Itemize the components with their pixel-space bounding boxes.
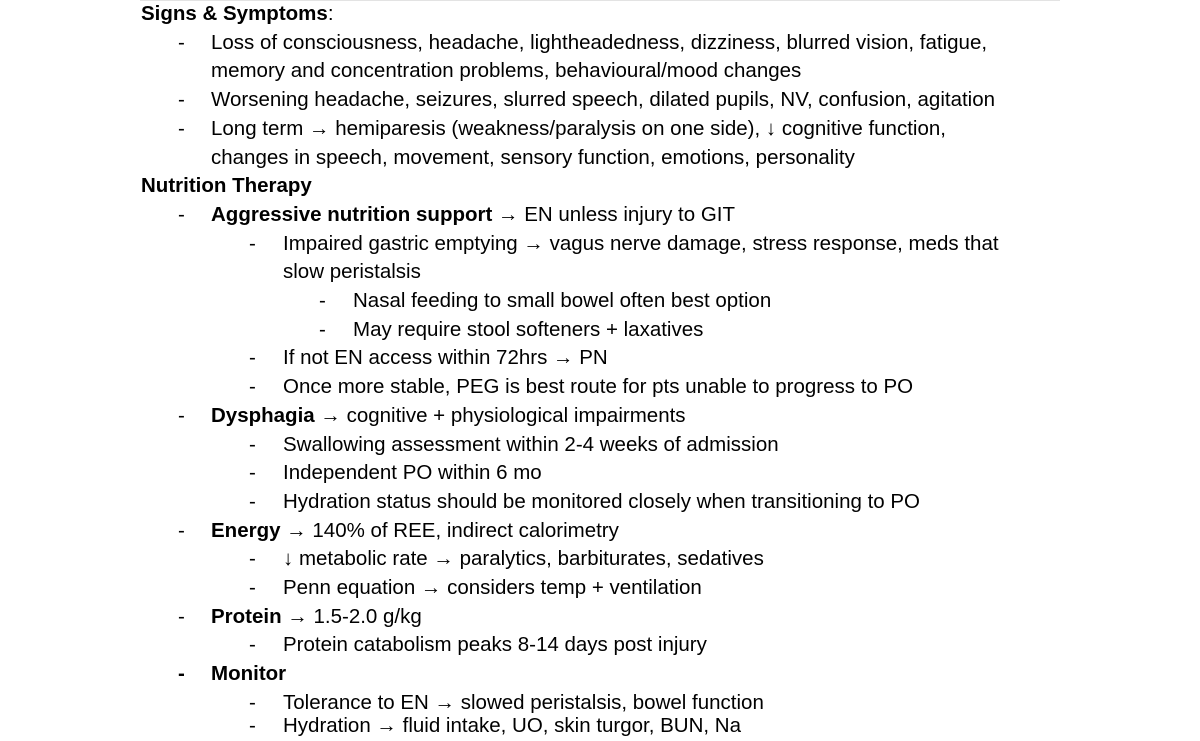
energy-label: Energy [211,518,281,542]
list-item-text: Tolerance to EN → slowed peristalsis, bowel function [283,690,764,714]
bullet-dash: - [249,489,256,513]
bullet-dash: - [178,662,185,686]
signs-symptoms-heading [141,0,334,29]
list-item-text: Impaired gastric emptying → vagus nerve damage, stress response, meds that [283,231,999,255]
bullet-dash: - [178,604,185,628]
list-item-text: Penn equation → considers temp + ventilation [283,576,702,599]
bullet-dash: - [178,30,185,54]
nutrition-therapy-heading: Nutrition Therapy [141,174,312,198]
list-item-text: Protein catabolism peaks 8-14 days post injury [283,633,707,657]
list-item-text: Hydration status should be monitored closely when transitioning to PO [283,489,920,513]
list-item-text: Swallowing assessment within 2-4 weeks of admission [283,432,779,456]
list-item-text: Worsening headache, seizures, slurred speech, dilated pupils, NV, confusion, agitation [211,88,996,112]
bullet-dash: - [178,116,185,140]
bullet-dash: - [249,690,256,714]
bullet-dash: - [249,576,256,599]
list-item-text [211,660,286,689]
bullet-dash: - [249,375,256,399]
list-item-text: May require stool softeners + laxatives [353,317,704,341]
bullet-dash: - [249,346,256,370]
protein-label: Protein [211,604,282,628]
list-item-text: memory and concentration problems, behavioural/mood changes [211,59,802,83]
list-item-text: Nasal feeding to small bowel often best option [353,289,772,312]
bullet-dash: - [249,432,256,456]
bullet-dash: - [319,317,326,341]
bullet-dash: - [249,461,256,485]
bullet-dash: - [249,714,256,737]
list-item-text [211,201,735,230]
aggressive-rest: → EN unless injury to GIT [492,202,735,226]
list-item-text: Once more stable, PEG is best route for pts unable to progress to PO [283,375,914,399]
bullet-dash: - [178,88,185,112]
bullet-dash: - [178,202,185,226]
list-item-text: ↓ metabolic rate → paralytics, barbiturates, sedatives [283,547,764,571]
monitor-label: Monitor [211,662,287,686]
list-item-text: Independent PO within 6 mo [283,461,542,485]
bullet-dash: - [249,547,256,571]
bullet-dash: - [249,633,256,657]
list-item-text: changes in speech, movement, sensory function, emotions, personality [211,145,855,169]
protein-rest: → 1.5-2.0 g/kg [281,604,422,628]
list-item-text: Loss of consciousness, headache, lightheadedness, dizziness, blurred vision, fatigue, [211,30,988,54]
list-item-text [211,402,686,431]
signs-heading-text: Signs & Symptoms [141,2,328,25]
aggressive-label: Aggressive nutrition support [211,202,493,226]
list-item-text: If not EN access within 72hrs → PN [283,346,608,370]
list-item-text: Long term → hemiparesis (weakness/paralysis on one side), ↓ cognitive function, [211,116,946,140]
bullet-dash: - [319,289,326,312]
signs-heading-colon: : [327,2,334,25]
energy-rest: → 140% of REE, indirect calorimetry [280,518,619,542]
list-item-text: Hydration → fluid intake, UO, skin turgor, BUN, Na [283,714,742,737]
dysphagia-rest: → cognitive + physiological impairments [314,403,686,427]
list-item-text [211,603,422,632]
bullet-dash: - [178,518,185,542]
list-item-text: slow peristalsis [283,260,421,284]
list-item-text [211,517,619,546]
bullet-dash: - [178,403,185,427]
dysphagia-label: Dysphagia [211,403,315,427]
bullet-dash: - [249,231,256,255]
